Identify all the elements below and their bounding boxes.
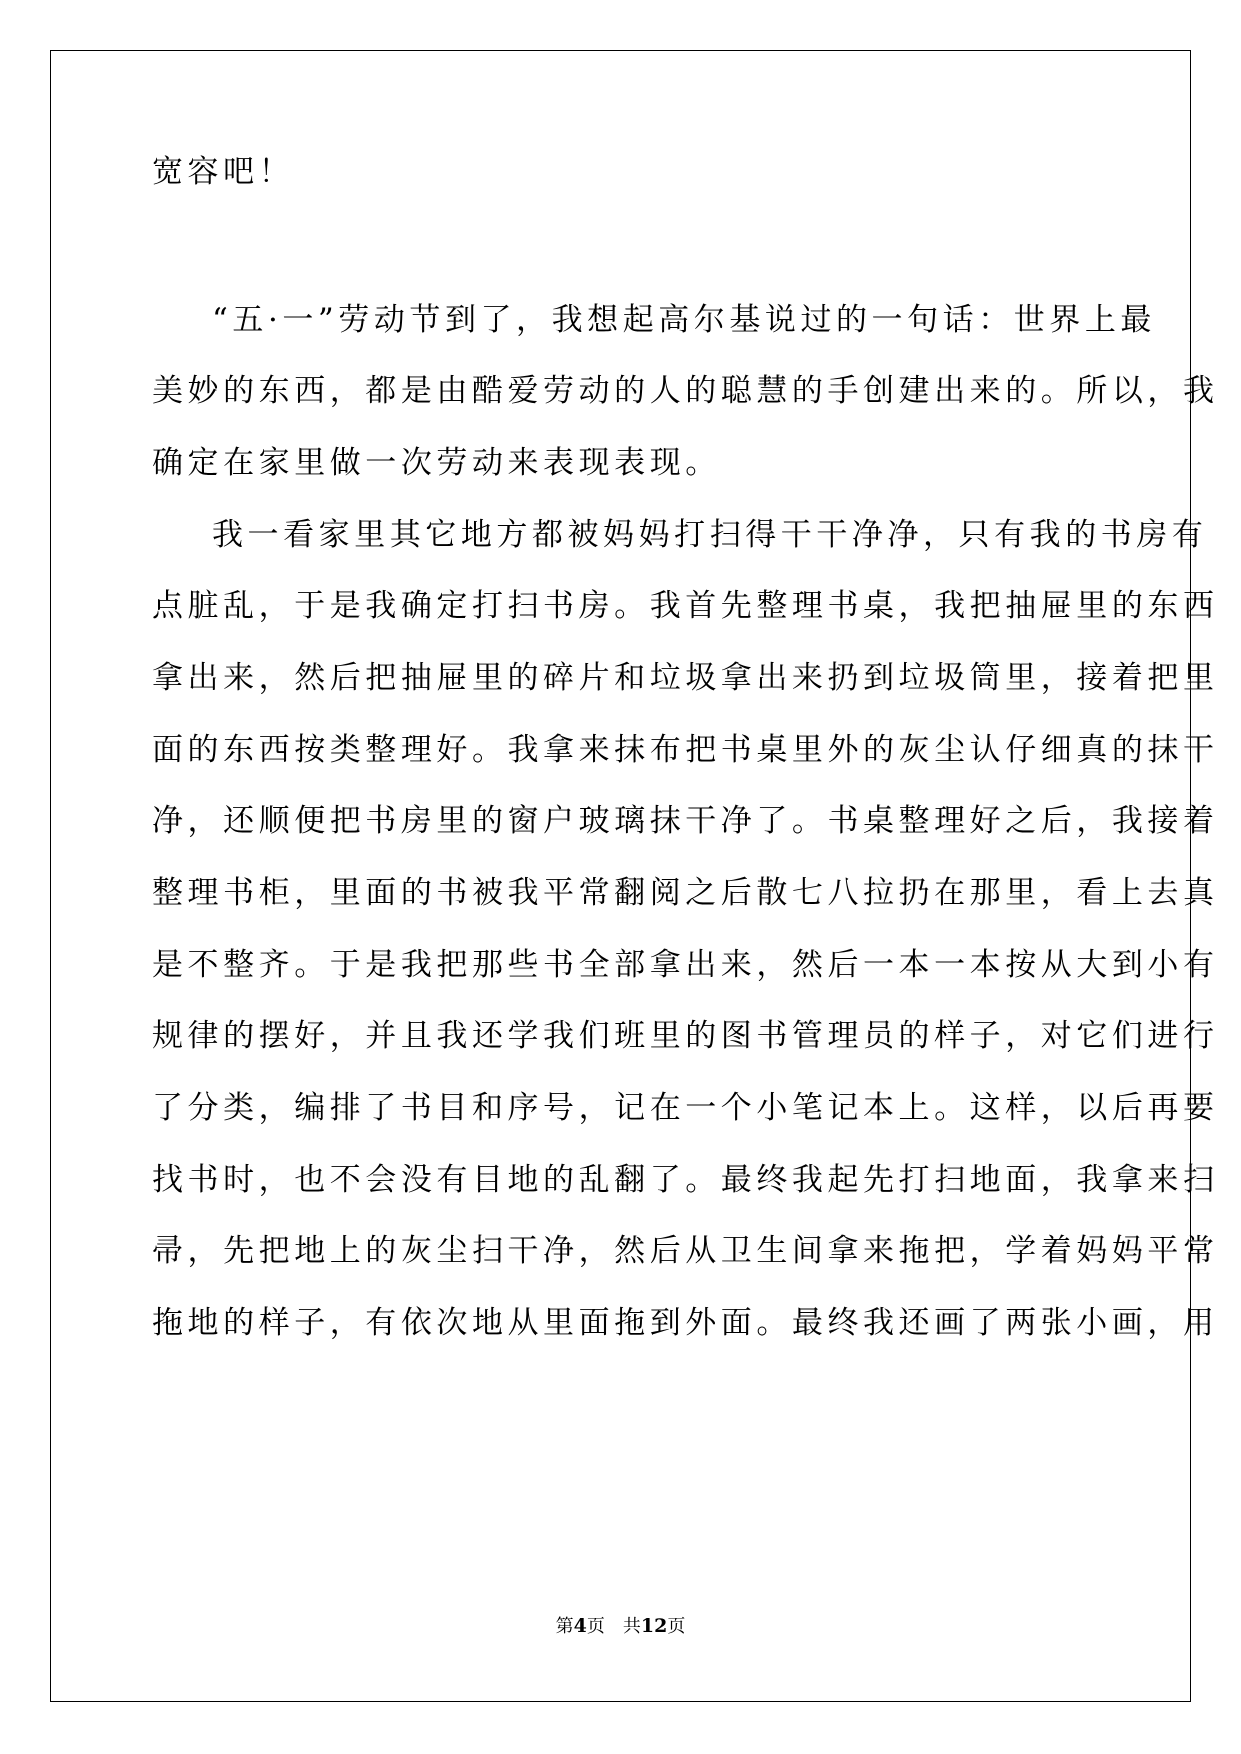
text-line: 净，还顺便把书房里的窗户玻璃抹干净了。书桌整理好之后，我接着 bbox=[152, 803, 1219, 839]
footer-mid: 页 共 bbox=[586, 1616, 641, 1637]
page-number-footer bbox=[0, 1614, 1241, 1639]
text-line: 了分类，编排了书目和序号，记在一个小笔记本上。这样，以后再要 bbox=[152, 1090, 1219, 1126]
footer-prefix: 第 bbox=[555, 1616, 574, 1637]
text-line: “五·一”劳动节到了，我想起高尔基说过的一句话：世界上最 bbox=[212, 302, 1156, 338]
text-line: 拖地的样子，有依次地从里面拖到外面。最终我还画了两张小画，用 bbox=[152, 1305, 1219, 1341]
text-line: 整理书柜，里面的书被我平常翻阅之后散七八拉扔在那里，看上去真 bbox=[152, 875, 1219, 911]
text-line: 我一看家里其它地方都被妈妈打扫得干干净净，只有我的书房有 bbox=[212, 517, 1208, 553]
text-line: 拿出来，然后把抽屉里的碎片和垃圾拿出来扔到垃圾筒里，接着把里 bbox=[152, 660, 1219, 696]
text-line: 是不整齐。于是我把那些书全部拿出来，然后一本一本按从大到小有 bbox=[152, 947, 1219, 983]
footer-suffix: 页 bbox=[667, 1616, 686, 1637]
text-line: 点脏乱，于是我确定打扫书房。我首先整理书桌，我把抽屉里的东西 bbox=[152, 588, 1219, 624]
text-line: 美妙的东西，都是由酷爱劳动的人的聪慧的手创建出来的。所以，我 bbox=[152, 373, 1219, 409]
text-line: 规律的摆好，并且我还学我们班里的图书管理员的样子，对它们进行 bbox=[152, 1018, 1219, 1054]
text-line: 帚，先把地上的灰尘扫干净，然后从卫生间拿来拖把，学着妈妈平常 bbox=[152, 1233, 1219, 1269]
current-page-number: 4 bbox=[573, 1615, 587, 1637]
text-line: 找书时，也不会没有目地的乱翻了。最终我起先打扫地面，我拿来扫 bbox=[152, 1162, 1219, 1198]
text-line: 确定在家里做一次劳动来表现表现。 bbox=[152, 445, 721, 481]
text-line: 宽容吧！ bbox=[152, 154, 295, 190]
text-line: 面的东西按类整理好。我拿来抹布把书桌里外的灰尘认仔细真的抹干 bbox=[152, 732, 1219, 768]
total-pages-number: 12 bbox=[640, 1615, 668, 1637]
